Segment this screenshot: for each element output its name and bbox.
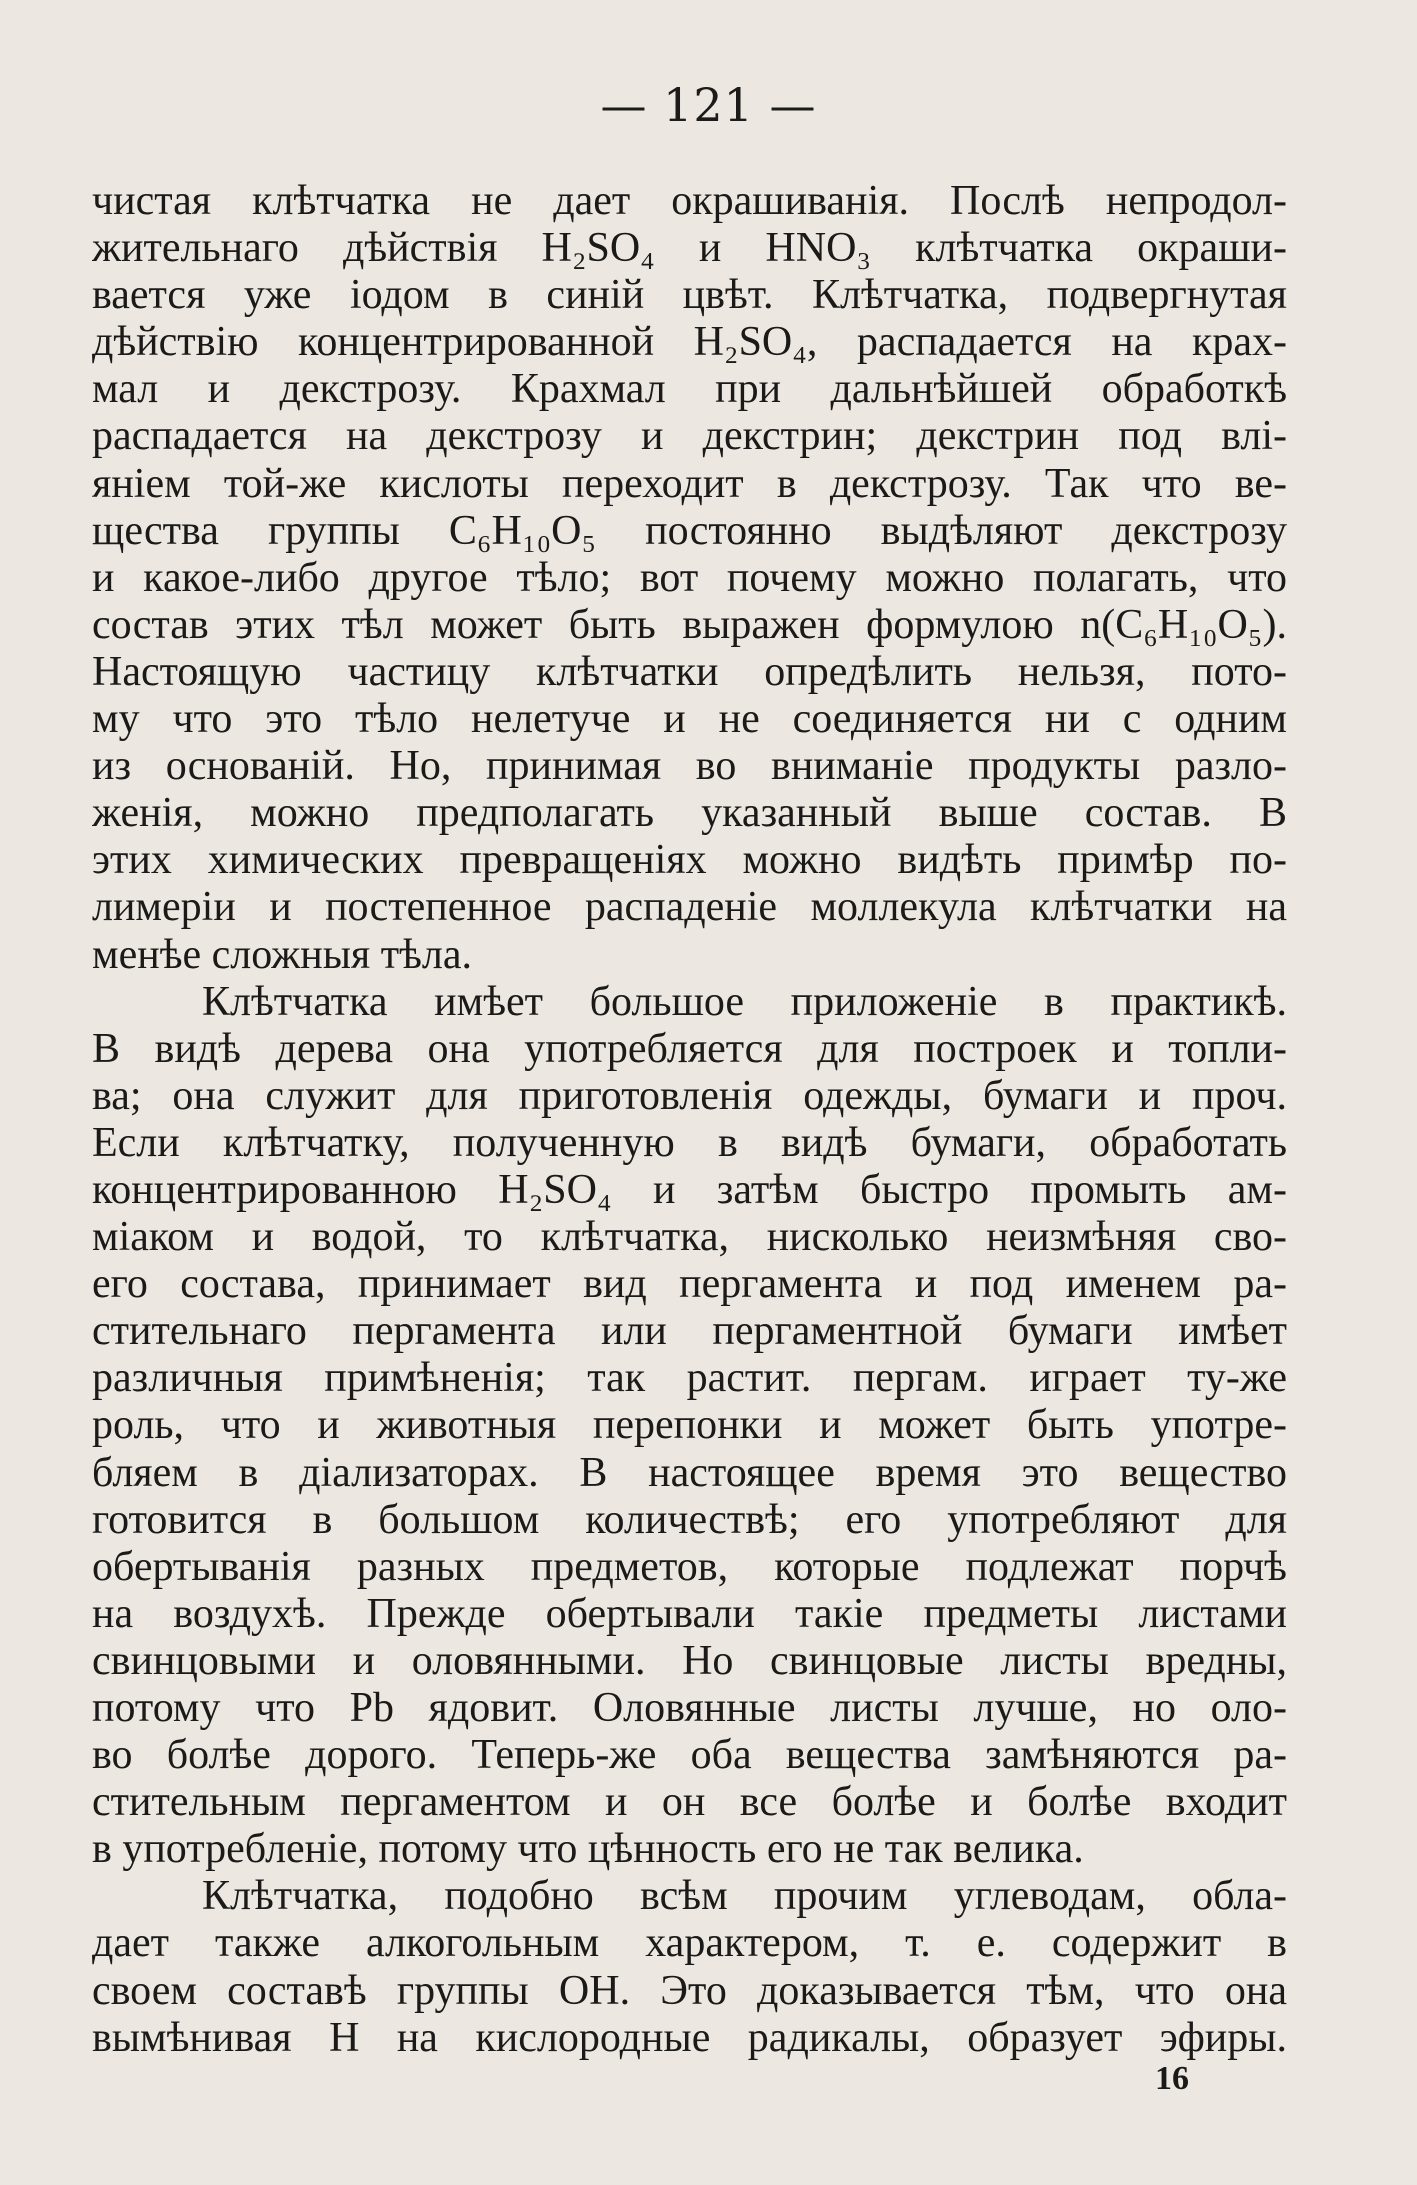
text-line: на воздухѣ. Прежде обертывали такіе предметы листами	[92, 1590, 1287, 1637]
text-line: му что это тѣло нелетуче и не соединяется ни с одним	[92, 696, 1287, 743]
text-line: его состава, принимает вид пергамента и под именем ра-	[92, 1261, 1287, 1308]
text-line: обертыванія разных предметов, которые подлежат порчѣ	[92, 1543, 1287, 1590]
text-line: различныя примѣненія; так растит. пергам. играет ту-же	[92, 1355, 1287, 1402]
text-line: этих химических превращеніях можно видѣть примѣр по-	[92, 837, 1287, 884]
text-line: ва; она служит для приготовленія одежды, бумаги и проч.	[92, 1072, 1287, 1119]
text-line: мал и декстрозу. Крахмал при дальнѣйшей обработкѣ	[92, 366, 1287, 413]
text-line: менѣе сложныя тѣла.	[92, 931, 472, 978]
text-line: потому что Pb ядовит. Оловянные листы лучше, но оло-	[92, 1685, 1287, 1731]
text-line: состав этих тѣл может быть выражен формулою n(C₆H₁₀O₅).	[92, 601, 1287, 648]
text-line: вымѣнивая H на кислородные радикалы, образует эфиры.	[92, 2014, 1287, 2061]
text-line: чистая клѣтчатка не дает окрашиванія. Послѣ непродол-	[92, 178, 1287, 224]
text-line: в употребленіе, потому что цѣнность его не так велика.	[92, 1826, 1084, 1873]
text-line: В видѣ дерева она употребляется для построек и топли-	[92, 1025, 1287, 1072]
text-line: роль, что и животныя перепонки и может быть употре-	[92, 1402, 1287, 1449]
signature-mark: 16	[1155, 2060, 1189, 2097]
page-number-header: — 121 —	[600, 78, 817, 132]
text-line: яніем той-же кислоты переходит в декстрозу. Так что ве-	[92, 460, 1287, 507]
text-line: жительнаго дѣйствія H₂SO₄ и HNO₃ клѣтчатка окраши-	[92, 225, 1287, 272]
text-line: из основаній. Но, принимая во вниманіе продукты разло-	[92, 743, 1287, 790]
body-text	[92, 178, 1287, 2062]
text-line: вается уже іодом в синій цвѣт. Клѣтчатка, подвергнутая	[92, 272, 1287, 319]
text-line: и какое-либо другое тѣло; вот почему можно полагать, что	[92, 554, 1287, 601]
text-line: міаком и водой, то клѣтчатка, нисколько неизмѣняя сво-	[92, 1214, 1287, 1261]
text-line: Клѣтчатка, подобно всѣм прочим углеводам, обла-	[202, 1873, 1287, 1920]
text-line: дает также алкогольным характером, т. е. содержит в	[92, 1920, 1287, 1967]
text-line: распадается на декстрозу и декстрин; декстрин под влі-	[92, 413, 1287, 460]
text-line: женія, можно предполагать указанный выше состав. В	[92, 790, 1287, 837]
text-line: щества группы C₆H₁₀O₅ постоянно выдѣляют декстрозу	[92, 507, 1287, 554]
text-line: свинцовыми и оловянными. Но свинцовые листы вредны,	[92, 1637, 1287, 1684]
text-line: лимеріи и постепенное распаденіе моллекула клѣтчатки на	[92, 884, 1287, 931]
text-line: бляем в діализаторах. В настоящее время это вещество	[92, 1449, 1287, 1496]
text-line: Клѣтчатка имѣет большое приложеніе в практикѣ.	[202, 978, 1287, 1025]
text-line: стительным пергаментом и он все болѣе и болѣе входит	[92, 1779, 1287, 1826]
text-line: готовится в большом количествѣ; его употребляют для	[92, 1496, 1287, 1543]
text-line: Если клѣтчатку, полученную в видѣ бумаги, обработать	[92, 1119, 1287, 1166]
text-line: своем составѣ группы OH. Это доказывается тѣм, что она	[92, 1967, 1287, 2014]
text-line: дѣйствію концентрированной H₂SO₄, распадается на крах-	[92, 319, 1287, 366]
text-line: во болѣе дорого. Теперь-же оба вещества замѣняются ра-	[92, 1732, 1287, 1779]
text-line: Настоящую частицу клѣтчатки опредѣлить нельзя, пото-	[92, 648, 1287, 695]
text-line: стительнаго пергамента или пергаментной бумаги имѣет	[92, 1308, 1287, 1355]
text-line: концентрированною H₂SO₄ и затѣм быстро промыть ам-	[92, 1166, 1287, 1213]
